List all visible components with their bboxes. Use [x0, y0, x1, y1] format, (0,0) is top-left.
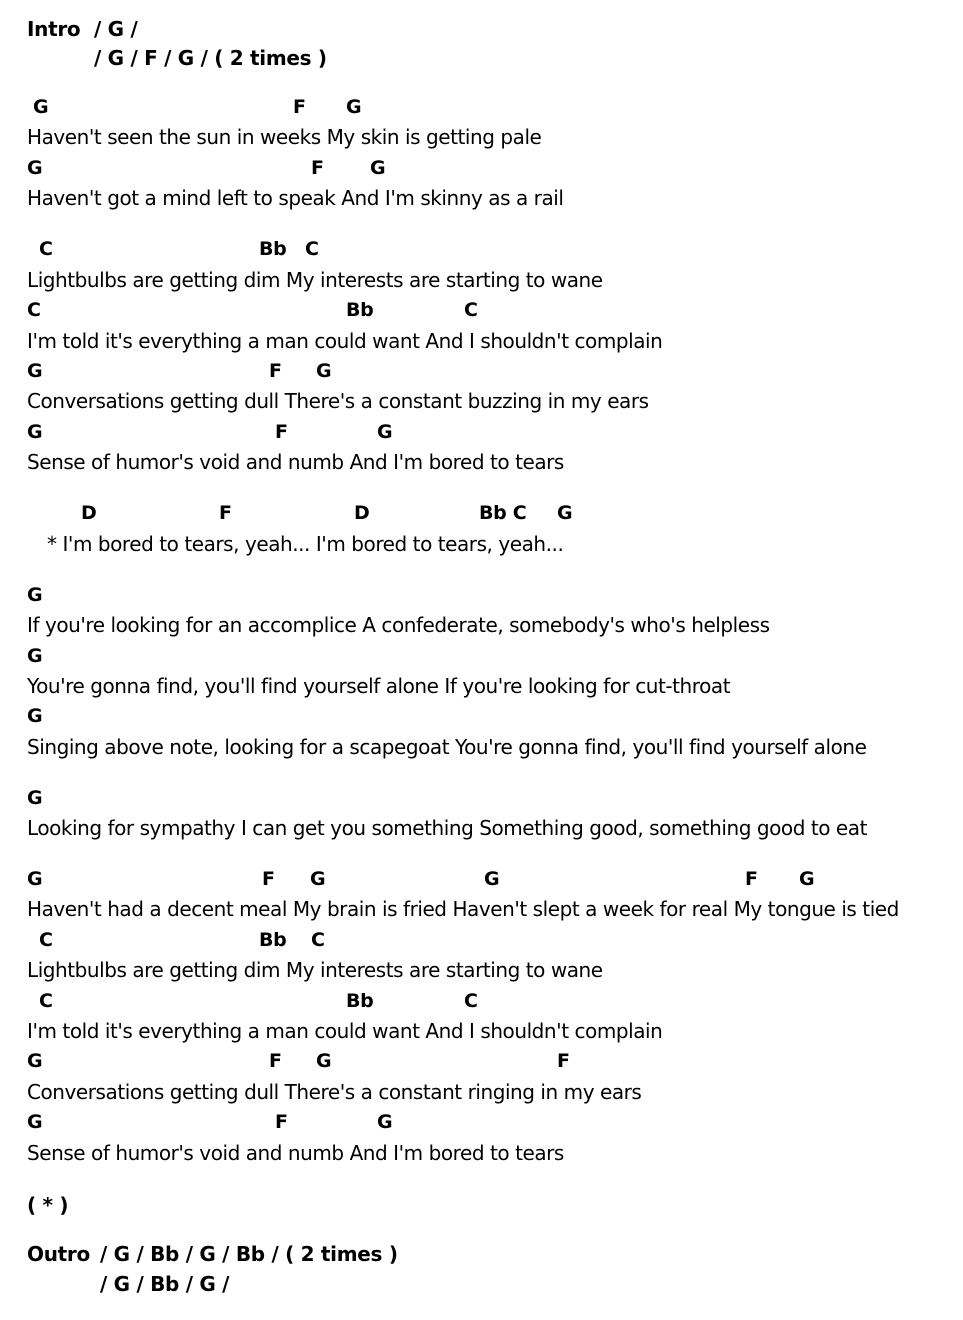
chord: G: [346, 96, 362, 118]
outro-line-1: / G / Bb / G / Bb / ( 2 times ): [100, 1242, 398, 1266]
chord: G: [27, 1111, 43, 1133]
chord: G: [316, 1050, 332, 1072]
lyric-line: I'm told it's everything a man could want And I shouldn't complain: [27, 1019, 663, 1043]
chord: G: [33, 96, 49, 118]
chord: G: [27, 360, 43, 382]
chord: Bb: [259, 929, 287, 951]
outro-label: Outro: [27, 1242, 90, 1266]
lyric-line: You're gonna find, you'll find yourself alone If you're looking for cut-throat: [27, 674, 731, 698]
chord: F: [275, 421, 288, 443]
chord: F: [745, 868, 758, 890]
chord: G: [370, 157, 386, 179]
chord: G: [377, 421, 393, 443]
chord: Bb: [346, 299, 374, 321]
chord: C: [305, 238, 319, 260]
chord: F: [275, 1111, 288, 1133]
lyric-line: Looking for sympathy I can get you something Something good, something good to eat: [27, 816, 867, 840]
chord: C: [464, 299, 478, 321]
outro-line-2: / G / Bb / G /: [100, 1272, 230, 1296]
lyric-line: Sense of humor's void and numb And I'm bored to tears: [27, 1141, 564, 1165]
lyric-line: If you're looking for an accomplice A confederate, somebody's who's helpless: [27, 613, 770, 637]
lyric-line: Haven't got a mind left to speak And I'm skinny as a rail: [27, 186, 564, 210]
lyric-line: Haven't seen the sun in weeks My skin is getting pale: [27, 125, 542, 149]
chord: G: [310, 868, 326, 890]
intro-line-2: / G / F / G / ( 2 times ): [94, 46, 327, 70]
chord: F: [269, 360, 282, 382]
chord: C: [39, 238, 53, 260]
chord: G: [799, 868, 815, 890]
chord: D: [81, 502, 97, 524]
chord: C: [27, 299, 41, 321]
lyric-line: I'm told it's everything a man could want And I shouldn't complain: [27, 329, 663, 353]
chord: G: [316, 360, 332, 382]
chord: F: [262, 868, 275, 890]
chord: Bb: [346, 990, 374, 1012]
chord: G: [27, 1050, 43, 1072]
lyric-line: Lightbulbs are getting dim My interests are starting to wane: [27, 958, 603, 982]
chord: C: [39, 929, 53, 951]
lyric-line: Conversations getting dull There's a constant ringing in my ears: [27, 1080, 642, 1104]
lyric-line: Lightbulbs are getting dim My interests are starting to wane: [27, 268, 603, 292]
chorus-repeat-marker: ( * ): [27, 1193, 69, 1217]
lyric-line: Singing above note, looking for a scapegoat You're gonna find, you'll find yourself alone: [27, 735, 867, 759]
chord: F: [311, 157, 324, 179]
chord: G: [27, 645, 43, 667]
chord: F: [293, 96, 306, 118]
intro-label: Intro: [27, 17, 81, 41]
chord: Bb: [259, 238, 287, 260]
chord: G: [484, 868, 500, 890]
chord: D: [354, 502, 370, 524]
chord: Bb C: [479, 502, 527, 524]
chord: G: [377, 1111, 393, 1133]
lyric-line: Conversations getting dull There's a constant buzzing in my ears: [27, 389, 649, 413]
chord: C: [39, 990, 53, 1012]
chord: G: [27, 787, 43, 809]
chord: G: [27, 868, 43, 890]
chord: G: [27, 157, 43, 179]
chord: G: [27, 421, 43, 443]
chord: G: [27, 584, 43, 606]
chord: F: [557, 1050, 570, 1072]
chord: G: [27, 705, 43, 727]
chord: F: [219, 502, 232, 524]
chord: F: [269, 1050, 282, 1072]
chord: C: [311, 929, 325, 951]
lyric-line: Sense of humor's void and numb And I'm bored to tears: [27, 450, 564, 474]
lyric-line: Haven't had a decent meal My brain is fried Haven't slept a week for real My tongue is tied: [27, 897, 899, 921]
chorus-lyric-line: * I'm bored to tears, yeah... I'm bored to tears, yeah...: [47, 532, 564, 556]
intro-line-1: / G /: [94, 17, 138, 41]
chord: G: [557, 502, 573, 524]
chord: C: [464, 990, 478, 1012]
